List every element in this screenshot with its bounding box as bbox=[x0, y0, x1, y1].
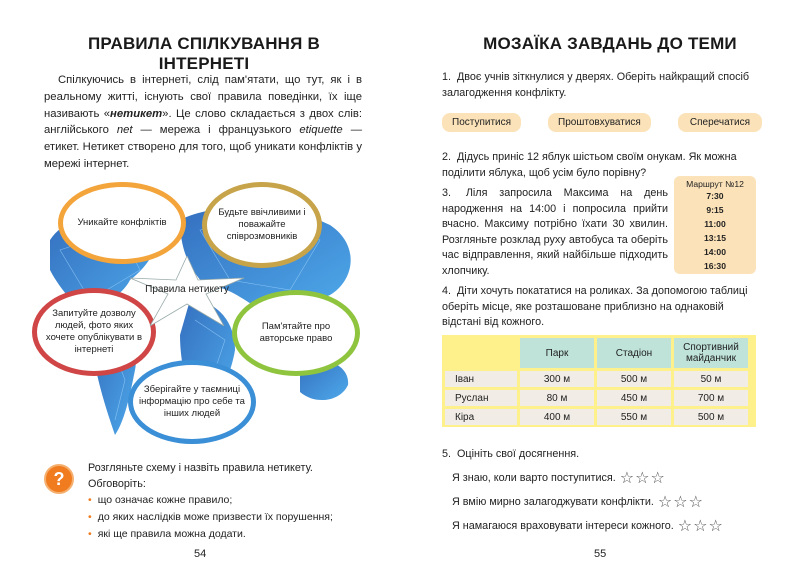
question-2: 2. Дідусь приніс 12 яблук шістьом своїм онукам. Як можна поділити яблука, щоб усім було порівну? bbox=[442, 151, 737, 179]
col-header-sports-ground: Спортивний майданчик bbox=[674, 338, 748, 368]
table-row: Іван 300 м 500 м 50 м bbox=[445, 371, 748, 387]
achievement-text: Я вмію мирно залагоджувати конфлікти. bbox=[452, 496, 654, 508]
question-3: 3. Ліля запросила Максима на день народження на 14:00 і попросила прийти вчасно. Максиму потрібно їхати 30 хвилин. Розгляньте розклад руху автобуса та оберіть час відправлення, який найбільше підходить хлопчику. bbox=[442, 187, 668, 277]
page-title: ПРАВИЛА СПІЛКУВАННЯ В ІНТЕРНЕТІ bbox=[88, 34, 320, 73]
list-item: • які ще правила можна додати. bbox=[88, 526, 388, 543]
intro-text-2: ». Це слово складається з двох слів: англійського bbox=[44, 107, 362, 137]
rule-avoid-conflicts: Уникайте конфліктів bbox=[77, 217, 167, 228]
page-number: 54 bbox=[194, 548, 207, 560]
schedule-time: 11:00 bbox=[704, 219, 726, 229]
intro-word-etiquette: etiquette bbox=[299, 124, 343, 137]
schedule-time: 9:15 bbox=[706, 205, 724, 215]
page-title: МОЗАЇКА ЗАВДАНЬ ДО ТЕМИ bbox=[483, 34, 737, 53]
achievement-row bbox=[452, 468, 666, 488]
discussion-list bbox=[88, 492, 388, 543]
intro-paragraph bbox=[44, 72, 362, 173]
table-row: Кіра 400 м 550 м 500 м bbox=[445, 409, 748, 425]
achievement-text: Я намагаюся враховувати інтереси кожного. bbox=[452, 520, 674, 532]
star-rating-icon[interactable]: ☆☆☆ bbox=[657, 494, 704, 511]
option-argue[interactable]: Сперечатися bbox=[678, 113, 762, 132]
intro-text-4: — етикет. Нетикет створено для того, щоб уникати конфліктів у мережі інтернет. bbox=[44, 124, 362, 170]
star-rating-icon[interactable]: ☆☆☆ bbox=[619, 470, 666, 487]
table-corner bbox=[445, 338, 517, 368]
task-discuss: Обговоріть: bbox=[88, 478, 146, 490]
question-5: 5. Оцініть свої досягнення. bbox=[442, 448, 580, 460]
intro-text-1: Спілкуючись в інтернеті, слід пам'ятати, що тут, як і в реальному житті, існують свої правила поведінки, їх іще називають « bbox=[44, 74, 362, 120]
achievement-row bbox=[452, 516, 724, 536]
schedule-time: 7:30 bbox=[706, 191, 724, 201]
achievement-text: Я знаю, коли варто поступитися. bbox=[452, 472, 616, 484]
option-push[interactable]: Проштовхуватися bbox=[548, 113, 651, 132]
star-rating-icon[interactable]: ☆☆☆ bbox=[677, 518, 724, 535]
intro-text-3: — мережа і французького bbox=[132, 124, 300, 137]
list-item: • що означає кожне правило; bbox=[88, 492, 388, 509]
right-page bbox=[400, 0, 800, 577]
table-row: Руслан 80 м 450 м 700 м bbox=[445, 390, 748, 406]
col-header-stadium: Стадіон bbox=[597, 338, 671, 368]
center-label: Правила нетикету bbox=[145, 284, 229, 295]
schedule-time: 16:30 bbox=[704, 261, 726, 271]
rule-ask-permission: Запитуйте дозволу людей, фото яких хочете опублікувати в інтернеті bbox=[45, 308, 143, 355]
task-text bbox=[88, 460, 388, 492]
schedule-time: 14:00 bbox=[704, 247, 726, 257]
rule-copyright: Пам'ятайте про авторське право bbox=[259, 321, 333, 344]
question-icon: ? bbox=[44, 464, 74, 494]
page-number: 55 bbox=[594, 548, 607, 560]
list-item: • до яких наслідків може призвести їх порушення; bbox=[88, 509, 388, 526]
intro-word-net: net bbox=[116, 124, 133, 137]
question-1: 1. Двоє учнів зіткнулися у дверях. Оберіть найкращий спосіб залагодження конфлікту. bbox=[442, 71, 750, 99]
netiquette-diagram bbox=[30, 170, 370, 445]
col-header-park: Парк bbox=[520, 338, 594, 368]
distance-table bbox=[442, 335, 756, 427]
bus-schedule bbox=[674, 176, 756, 274]
task-instruction: Розгляньте схему і назвіть правила нетикету. bbox=[88, 462, 313, 474]
intro-term: нетикет bbox=[110, 107, 163, 120]
achievement-row bbox=[452, 492, 704, 512]
question-4: 4. Діти хочуть покататися на роликах. За допомогою таблиці оберіть місце, яке розташоване приблизно на однаковій відстані від кожного. bbox=[442, 285, 748, 328]
rule-be-polite: Будьте ввічливими і поважайте співрозмовників bbox=[218, 207, 306, 242]
schedule-time: 13:15 bbox=[704, 233, 726, 243]
q1-options bbox=[442, 113, 762, 132]
schedule-title: Маршрут №12 bbox=[686, 179, 744, 189]
option-yield[interactable]: Поступитися bbox=[442, 113, 521, 132]
rule-privacy: Зберігайте у таємниці інформацію про себе та інших людей bbox=[139, 384, 245, 419]
